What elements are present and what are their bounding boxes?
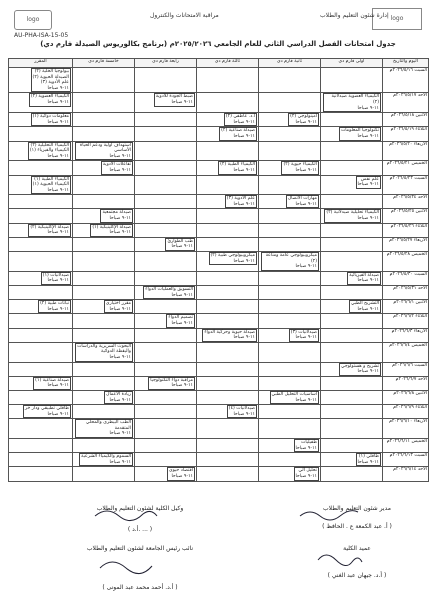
sig-director-name: ( أ. عبد الكمعة ع . الحافظ ) (322, 523, 392, 530)
exam-entry: تحليل آلي ١١-٩ صباحا (295, 468, 317, 480)
exam-entry: أساسيات التحليل الطبي ١١-٩ صباحا (271, 391, 317, 403)
day-cell: الثلاثاء ٢٠٢٦/٥/٢٦م (383, 223, 429, 237)
exam-entry: ضبط الجودة للأدوية ١١-٩ صباحا (155, 94, 193, 105)
day-cell: الأحد ٢٠٢٦/٥/٣١م (383, 286, 429, 300)
header-year4: رابعة فارم دي (135, 59, 197, 68)
day-cell: السبت ٢٠٢٦/٥/٢٣م (383, 175, 429, 195)
signature-vp (100, 562, 152, 574)
day-cell: السبت ٢٠٢٦/٥/٣٠م (383, 271, 429, 285)
day-cell: السبت ٢٠٢٦/٦/١٣م (383, 453, 429, 467)
day-cell: الاثنين ٢٠٢٦/٥/١٨م (383, 113, 429, 127)
exam-entry: علم الأدوية (٣) ١١-٩ صباحا (226, 196, 255, 207)
exam-entry: طفيليات ١١-٩ صباحا (295, 440, 317, 451)
exam-entry: صيدلة مجتمعية ١١-٩ صباحا (102, 210, 131, 222)
day-cell: الخميس ٢٠٢٦/٥/٢١م (383, 161, 429, 175)
day-cell: الأربعاء ٢٠٢٦/٦/٣م (383, 328, 429, 342)
exam-entry: أ.د. عاطفي (٢) ١١-٩ صباحا (225, 114, 255, 125)
day-cell: الخميس ٢٠٢٦/٦/١١م (383, 439, 429, 453)
day-cell: السبت ٢٠٢٦/٥/١٦م (383, 68, 429, 93)
day-cell: الأربعاء ٢٠٢٦/٥/٢٠م (383, 141, 429, 161)
day-cell: الاثنين ٢٠٢٦/٦/١م (383, 300, 429, 314)
exam-entry: ميكروبيولوجي طبية (٢) ١١-٩ صباحا (210, 253, 255, 264)
day-cell: الثلاثاء ٢٠٢٦/٦/٩م (383, 405, 429, 419)
sig-vp-title: نائب رئيس الجامعة لشئون التعليم والطلاب (86, 545, 194, 552)
exam-entry: مهارات الاتصال ١١-٩ صباحا (287, 196, 317, 207)
exam-entry: نباتات طبية (٢) ١١-٩ صباحا (40, 301, 69, 312)
day-cell: الخميس ٢٠٢٦/٦/٤م (383, 342, 429, 362)
exam-entry: طاقلي (١) ١١-٩ صباحا (357, 454, 379, 465)
schedule-title: جدول امتحانات الفصل الدراسي الثاني للعام الجامعي ٢٠٢٥/٢٠٢٦م (برنامج بكالوريوس الصيدلة فارم دي) (40, 40, 396, 48)
exam-entry: تكنولوجيا المعلومات ١١-٩ صباحا (340, 128, 379, 139)
day-cell: الأربعاء ٢٠٢٦/٦/١٠م (383, 419, 429, 439)
faculty-logo: logo (14, 10, 52, 30)
exam-entry: مراقبة دواء التكنولوجيا ١١-٩ صباحا (150, 377, 193, 389)
header-course: المقرر (9, 59, 73, 68)
header-year1: أولى فارم دي (321, 59, 383, 68)
day-cell: الخميس ٢٠٢٦/٥/٢٨م (383, 252, 429, 272)
exam-entry: صيدلة صناعية (١) ١١-٩ صباحا (35, 377, 69, 389)
sig-vice-dean-name: ( أ.د. ... ) (127, 526, 153, 533)
exam-entry: صيدلة الفيزيائية ١١-٩ صباحا (349, 272, 379, 284)
exam-entry: الكيمياء حيوية (٢) ١١-٩ صباحا (283, 162, 317, 173)
exam-entry: صيدلة الإكلينيكية (١) ١١-٩ صباحا (92, 224, 131, 236)
exam-entry: الكيمياء الطبية (٢) ١١-٩ صباحا (220, 162, 255, 173)
exam-entry: اقتصاد حيوي ١١-٩ صباحا (169, 468, 193, 480)
day-cell: الاثنين ٢٠٢٦/٦/٨م (383, 390, 429, 404)
exam-entry: طاقلي تطبيقي ودار خر ١١-٩ صباحا (24, 406, 69, 417)
header-year3: ثالثة فارم دي (197, 59, 259, 68)
sig-dean-title: عميد الكلية (343, 545, 371, 552)
header-year5: خامسة فارم دي (73, 59, 135, 68)
exam-entry: التشريح الطبي ١١-٩ صباحا (350, 301, 379, 312)
exam-entry: ميكروبيولوجي عامة ومناعة (٢) ١١-٩ صباحا (261, 252, 319, 271)
document-code: AU-PHA-ISA-15-05 (14, 32, 69, 39)
exam-entry: استهداف أولية ودعم الحياة الأساسي ١١-٩ صباحا (75, 142, 133, 161)
exam-entry: صيدلة الإكلينيكية (٢) ١١-٩ صباحا (30, 224, 69, 236)
exam-entry: ريادة الأعمال ١١-٩ صباحا (106, 391, 131, 403)
day-cell: الثلاثاء ٢٠٢٦/٥/١٩م (383, 127, 429, 141)
signature-director (300, 511, 358, 520)
header-control-office: مراقبة الامتحانات والكنترول (150, 12, 219, 19)
day-cell: الأحد ٢٠٢٦/٦/١٤م (383, 467, 429, 481)
exam-entry: بيولوجيا الخلية (٢) الصيدلة الحيوية (٢) علم الأدوية (٣) ١١-٩ صباحا (32, 69, 69, 91)
sig-vice-dean-title: وكيل الكلية لشئون التعليم والطلاب (96, 505, 184, 512)
exam-entry: علم نفس ١١-٩ صباحا (357, 176, 379, 188)
exam-entry: صيدلة حيوية وحركية الدواء ١١-٩ صباحا (204, 329, 255, 341)
university-logo: logo (372, 8, 422, 30)
header-year2: ثانية فارم دي (259, 59, 321, 68)
signature-vice-dean (95, 511, 157, 521)
exam-entry: مقرر اختياري ١١-٩ صباحا (105, 301, 131, 312)
exam-entry: تفاعلات الأدوية ١١-٩ صباحا (102, 162, 131, 173)
exam-entry: الكيمياء تحليلية صيدلانية (٢) ١١-٩ صباحا (326, 210, 379, 222)
exam-entry: الكيمياء التحليلية (٢) الكيمياء والفيزياء (١) ١١-٩ صباحا (29, 142, 69, 159)
exam-entry: تصميم الدواء ١١-٩ صباحا (168, 315, 193, 326)
signature-dean (318, 555, 362, 566)
day-cell: الأحد ٢٠٢٦/٥/١٧م (383, 93, 429, 113)
sig-director-title: مدير شئون التعليم والطلاب (323, 505, 391, 512)
exam-entry: تشريح و هستولوجي ١١-٩ صباحا (340, 363, 379, 375)
day-cell: الأحد ٢٠٢٦/٥/٢٤م (383, 195, 429, 209)
exam-entry: السموم والكيمياء الشرعية ١١-٩ صباحا (81, 454, 131, 465)
day-cell: الأربعاء ٢٠٢٦/٥/٢٧م (383, 237, 429, 251)
exam-entry: صيدلة صناعية (٢) ١١-٩ صباحا (221, 128, 255, 139)
exam-entry: أمينولوجي (٢) ١١-٩ صباحا (290, 114, 317, 125)
exam-entry: معلومات دوائية (١) ١١-٩ صباحا (32, 114, 69, 125)
day-cell: الأحد ٢٠٢٦/٦/٧م (383, 376, 429, 390)
exam-entry: طب الطوارئ ١١-٩ صباحا (167, 238, 193, 250)
exam-entry: الكيمياء الطبية (١) الكيمياء الحيوية (١) ١١-٩ صباحا (32, 176, 69, 193)
exam-entry: الكيمياء العضوية (٢) ١١-٩ صباحا (30, 94, 69, 105)
header-day: اليوم والتاريخ (383, 59, 429, 68)
exam-entry: الطب البيطري والمحلي المتقدمة ١١-٩ صباحا (75, 419, 133, 438)
sig-vp-name: ( أ.د. أحمد محمد عبد المونى ) (102, 584, 178, 591)
exam-entry: صيدلانيات (١) ١١-٩ صباحا (42, 272, 69, 284)
exam-entry: التسويق والعمليات الدواء ١١-٩ صباحا (145, 287, 193, 298)
day-cell: الاثنين ٢٠٢٦/٥/٢٥م (383, 209, 429, 223)
exam-entry: صيدلانيات (٤) ١١-٩ صباحا (228, 406, 255, 417)
day-cell: الثلاثاء ٢٠٢٦/٦/٢م (383, 314, 429, 328)
exam-entry: البحوث السريرية والدراسات واليقظة الدوائية ١١-٩ صباحا (75, 343, 133, 362)
exam-entry: الكيمياء العضوية صيدلانية (٢) ١١-٩ صباحا (323, 93, 381, 112)
exam-entry: صيدلانيات (٣) ١١-٩ صباحا (290, 329, 317, 341)
sig-dean-name: ( أ.د. جيهان عبد الغني ) (327, 572, 387, 579)
day-cell: السبت ٢٠٢٦/٦/٦م (383, 362, 429, 376)
header-student-affairs: إدارة شئون التعليم والطلاب (320, 12, 389, 19)
